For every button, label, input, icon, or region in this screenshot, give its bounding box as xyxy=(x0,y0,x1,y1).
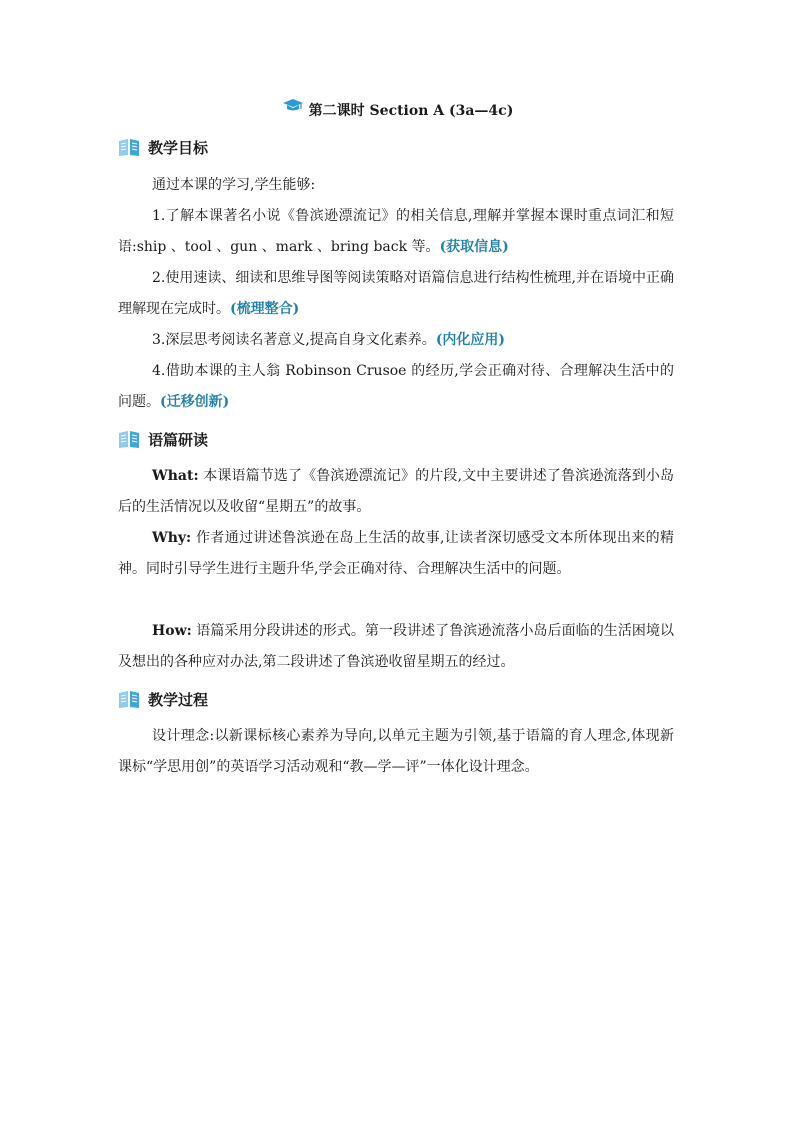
open-book-icon xyxy=(118,137,140,157)
objective-text: 1.了解本课著名小说《鲁滨逊漂流记》的相关信息,理解并掌握本课时重点词汇和短语:ship 、tool 、gun 、mark 、bring back 等。 xyxy=(118,208,674,255)
how-text: 语篇采用分段讲述的形式。第一段讲述了鲁滨逊流落小岛后面临的生活困境以及想出的各种应对办法,第二段讲述了鲁滨逊收留星期五的经过。 xyxy=(118,623,674,670)
what-label: What: xyxy=(152,468,199,484)
analysis-why xyxy=(118,523,674,585)
analysis-how xyxy=(118,616,674,678)
objective-tag: (获取信息) xyxy=(439,239,509,255)
page-title xyxy=(118,100,678,122)
objective-text: 2.使用速读、细读和思维导图等阅读策略对语篇信息进行结构性梳理,并在语境中正确理解现在完成时。 xyxy=(118,270,674,317)
section-heading-objectives xyxy=(118,135,208,159)
what-text: 本课语篇节选了《鲁滨逊漂流记》的片段,文中主要讲述了鲁滨逊流落到小岛后的生活情况以及收留“星期五”的故事。 xyxy=(118,468,674,515)
how-label: How: xyxy=(152,623,192,639)
objective-item xyxy=(118,356,674,418)
objective-text: 4.借助本课的主人翁 Robinson Crusoe 的经历,学会正确对待、合理解决生活中的问题。 xyxy=(118,363,674,410)
graduation-cap-icon xyxy=(283,98,303,120)
objective-item xyxy=(118,263,674,325)
why-label: Why: xyxy=(152,530,192,546)
objective-item xyxy=(118,325,674,356)
objective-item xyxy=(118,201,674,263)
section-heading-text: 教学过程 xyxy=(148,690,209,709)
process-text: 设计理念:以新课标核心素养为导向,以单元主题为引领,基于语篇的育人理念,体现新课标“学思用创”的英语学习活动观和“教—学—评”一体化设计理念。 xyxy=(118,728,674,775)
title-text: 第二课时 Section A (3a—4c) xyxy=(308,103,514,119)
objectives-intro: 通过本课的学习,学生能够: xyxy=(152,177,316,193)
section-heading-text: 语篇研读 xyxy=(148,430,209,449)
section-heading-text: 教学目标 xyxy=(148,138,209,157)
objective-tag: (梳理整合) xyxy=(230,301,300,317)
open-book-icon xyxy=(118,689,140,709)
why-text: 作者通过讲述鲁滨逊在岛上生活的故事,让读者深切感受文本所体现出来的精神。同时引导学生进行主题升华,学会正确对待、合理解决生活中的问题。 xyxy=(118,530,674,577)
open-book-icon xyxy=(118,429,140,449)
section-heading-analysis xyxy=(118,427,208,451)
section-heading-process xyxy=(118,687,208,711)
objective-tag: (迁移创新) xyxy=(160,394,230,410)
analysis-what xyxy=(118,461,674,523)
objective-text: 3.深层思考阅读名著意义,提高自身文化素养。 xyxy=(152,332,436,348)
objective-tag: (内化应用) xyxy=(435,332,506,348)
